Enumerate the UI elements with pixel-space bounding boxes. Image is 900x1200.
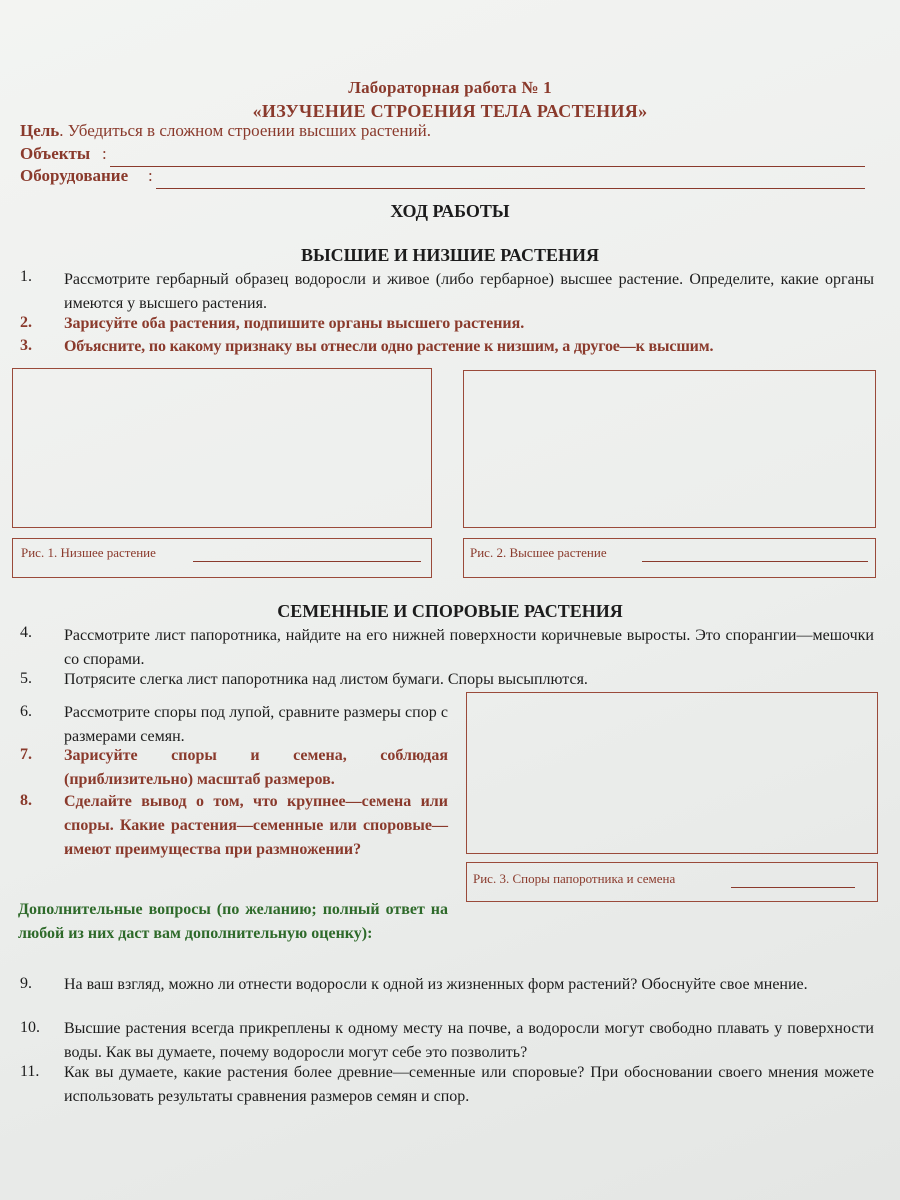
- item-number: 9.: [20, 975, 32, 992]
- figure-2-caption: Рис. 2. Высшее растение: [470, 545, 607, 560]
- item-3-text: Объясните, по какому признаку вы отнесли одно растение к низшим, а другое—к высшим.: [64, 338, 714, 355]
- worksheet-page: Лабораторная работа № 1 «ИЗУЧЕНИЕ СТРОЕНИЯ ТЕЛА РАСТЕНИЯ» Цель. Убедиться в сложном строении высших растений. Объекты : Оборудование : ХОД РАБОТЫ ВЫСШИЕ И НИЗШИЕ РАСТЕНИЯ 1. Рассмотрите гербарный образец водоросли и живое (либо гербарное) высшее растение. Определите, какие органы имеются у высшего растения. 2. Зарисуйте оба растения, подпишите органы высшего растения. 3. Объясните, по какому признаку вы отнесли одно растение к низшим, а другое—к высшим. Рис. 1. Низшее растение Рис. 2. Высшее растение СЕМЕННЫЕ И СПОРОВЫЕ РАСТЕНИЯ 4. Рассмотрите лист папоротника, найдите на его нижней поверхности коричневые выросты. Это спорангии—мешочки со спорами. 5. Потрясите слегка лист папоротника над листом бумаги. Споры высыплются. 6. Рассмотрите споры под лупой, сравните размеры спор с размерами семян. 7. Зарисуйте споры и семена, соблюдая (приблизительно) масштаб размеров. 8. Сделайте вывод о том, что крупнее—семена или споры. Какие растения—семенные или споровые—имеют преимущества при размножении? Рис. 3. Споры папоротника и семена Дополнительные вопросы (по желанию; полный ответ на любой из них даст вам дополнительную оценку): 9. На ваш взгляд, можно ли отнести водоросли к одной из жизненных форм растений? Обоснуйте свое мнение. 10. Высшие растения всегда прикреплены к одному месту на почве, а водоросли могут свободно плавать у поверхности воды. Как вы думаете, почему водоросли могут себе это позволить? 11. Как вы думаете, какие растения более древние—семенные или споровые? При обосновании своего мнения можете использовать результаты сравнения размеров семян и спор.: [0, 0, 900, 1200]
- workflow-heading: ХОД РАБОТЫ: [390, 201, 510, 221]
- item-number: 7.: [20, 746, 32, 763]
- item-number: 11.: [20, 1063, 40, 1080]
- equipment-label: Оборудование: [20, 166, 129, 185]
- goal-row: [20, 121, 431, 141]
- item-4-text: Рассмотрите лист папоротника, найдите на его нижней поверхности коричневые выросты. Это спорангии—мешочки со спорами.: [64, 627, 874, 668]
- equipment-line: [156, 188, 865, 189]
- objects-line: [110, 166, 865, 167]
- figure-2-drawing-box: [463, 370, 876, 528]
- item-7-text: Зарисуйте споры и семена, соблюдая (приблизительно) масштаб размеров.: [64, 747, 448, 788]
- item-number: 8.: [20, 792, 32, 809]
- lab-subtitle: «ИЗУЧЕНИЕ СТРОЕНИЯ ТЕЛА РАСТЕНИЯ»: [252, 101, 648, 121]
- item-8-text: Сделайте вывод о том, что крупнее—семена или споры. Какие растения—семенные или споровые—имеют преимущества при размножении?: [64, 793, 448, 858]
- figure-1-drawing-box: [12, 368, 432, 528]
- item-5-text: Потрясите слегка лист папоротника над листом бумаги. Споры высыплются.: [64, 671, 588, 688]
- section1-heading: ВЫСШИЕ И НИЗШИЕ РАСТЕНИЯ: [300, 245, 600, 265]
- item-1-text: Рассмотрите гербарный образец водоросли и живое (либо гербарное) высшее растение. Определите, какие органы имеются у высшего растения.: [64, 271, 874, 312]
- item-number: 3.: [20, 337, 32, 354]
- extra-questions-heading: Дополнительные вопросы (по желанию; полный ответ на любой из них даст вам дополнительную оценку):: [18, 901, 448, 942]
- goal-text: . Убедиться в сложном строении высших растений.: [59, 121, 431, 140]
- goal-label: Цель: [20, 121, 60, 140]
- figure-1-caption-box: [12, 538, 432, 578]
- item-number: 6.: [20, 703, 32, 720]
- section2-heading: СЕМЕННЫЕ И СПОРОВЫЕ РАСТЕНИЯ: [277, 601, 623, 621]
- item-number: 1.: [20, 268, 32, 285]
- lab-title: Лабораторная работа № 1: [348, 78, 552, 97]
- figure-3-caption-box: [466, 862, 878, 902]
- item-11-text: Как вы думаете, какие растения более древние—семенные или споровые? При обосновании своего мнения можете использовать результаты сравнения размеров семян и спор.: [64, 1064, 874, 1105]
- objects-label: Объекты: [20, 144, 91, 163]
- item-6-text: Рассмотрите споры под лупой, сравните размеры спор с размерами семян.: [64, 704, 448, 745]
- item-number: 4.: [20, 624, 32, 641]
- figure-1-caption: Рис. 1. Низшее растение: [21, 545, 156, 560]
- figure-2-caption-box: [463, 538, 876, 578]
- item-number: 10.: [20, 1019, 40, 1036]
- item-2-text: Зарисуйте оба растения, подпишите органы высшего растения.: [64, 315, 525, 332]
- item-number: 2.: [20, 314, 32, 331]
- figure-3-drawing-box: [466, 692, 878, 854]
- figure-3-caption: Рис. 3. Споры папоротника и семена: [473, 871, 676, 886]
- item-10-text: Высшие растения всегда прикреплены к одному месту на почве, а водоросли могут свободно плавать у поверхности воды. Как вы думаете, почему водоросли могут себе это позволить?: [64, 1020, 874, 1061]
- item-number: 5.: [20, 670, 32, 687]
- item-9-text: На ваш взгляд, можно ли отнести водоросли к одной из жизненных форм растений? Обоснуйте свое мнение.: [64, 976, 808, 993]
